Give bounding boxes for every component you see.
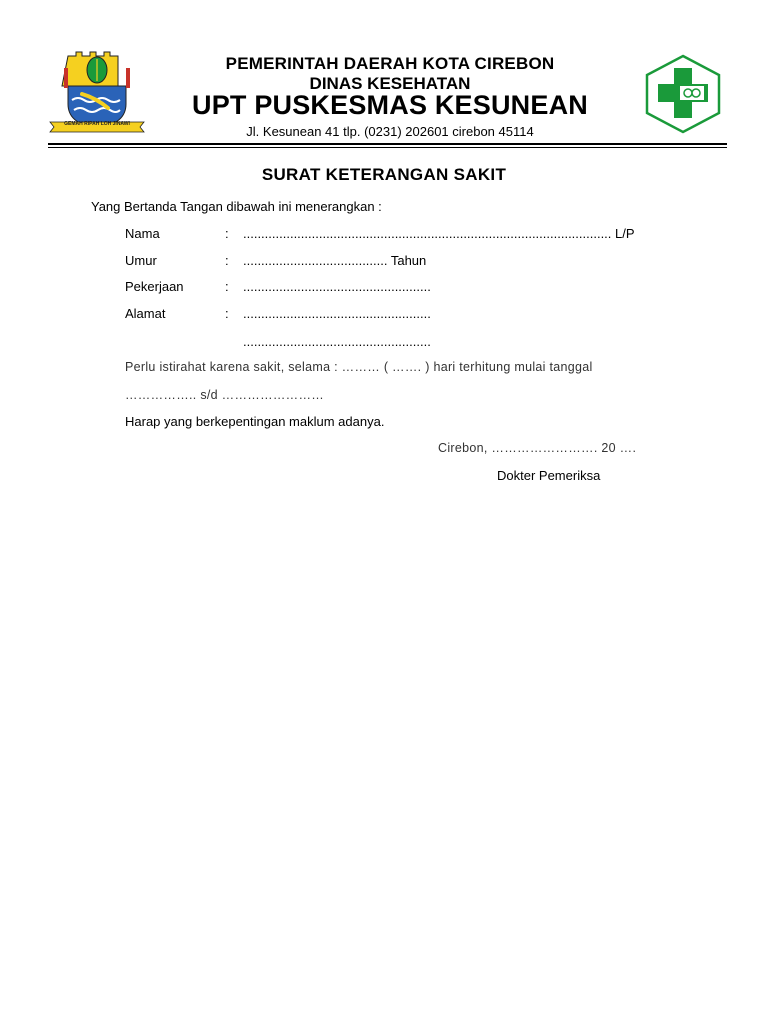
field-value-nama: ...................................................................................................... L/P <box>243 226 635 241</box>
government-title: PEMERINTAH DAERAH KOTA CIREBON <box>225 54 555 73</box>
document-title: SURAT KETERANGAN SAKIT <box>261 165 507 184</box>
field-label-pekerjaan: Pekerjaan <box>125 279 184 294</box>
field-colon: : <box>225 306 229 321</box>
signer-title: Dokter Pemeriksa <box>497 468 601 483</box>
institution-address: Jl. Kesunean 41 tlp. (0231) 202601 cirebon 45114 <box>246 124 534 139</box>
field-label-alamat: Alamat <box>125 306 166 321</box>
institution-title: UPT PUSKESMAS KESUNEAN <box>192 90 588 120</box>
intro-text: Yang Bertanda Tangan dibawah ini menerangkan : <box>91 199 382 214</box>
field-value-alamat-continued: .................................................... <box>243 334 431 349</box>
field-value-alamat: .................................................... <box>243 306 431 321</box>
field-colon: : <box>225 279 229 294</box>
closing-statement: Harap yang berkepentingan maklum adanya. <box>125 414 385 429</box>
field-label-umur: Umur <box>125 253 157 268</box>
letterhead-divider <box>48 143 727 145</box>
field-label-nama: Nama <box>125 226 160 241</box>
department-title: DINAS KESEHATAN <box>309 74 471 93</box>
place-date: Cirebon, ……………………. 20 …. <box>438 441 637 455</box>
city-emblem-logo <box>48 50 146 134</box>
rest-period-line: Perlu istirahat karena sakit, selama : ……… ( ……. ) hari terhitung mulai tanggal <box>125 360 593 374</box>
field-value-pekerjaan: .................................................... <box>243 279 431 294</box>
field-colon: : <box>225 253 229 268</box>
rest-date-range-line: …………….. s/d …………………… <box>125 388 325 402</box>
puskesmas-logo <box>644 54 722 134</box>
field-colon: : <box>225 226 229 241</box>
letterhead-divider-thin <box>48 147 727 148</box>
emblem-motto: GEMAH RIPAH LOH JINAWI <box>64 121 130 127</box>
field-value-umur: ........................................ Tahun <box>243 253 427 268</box>
